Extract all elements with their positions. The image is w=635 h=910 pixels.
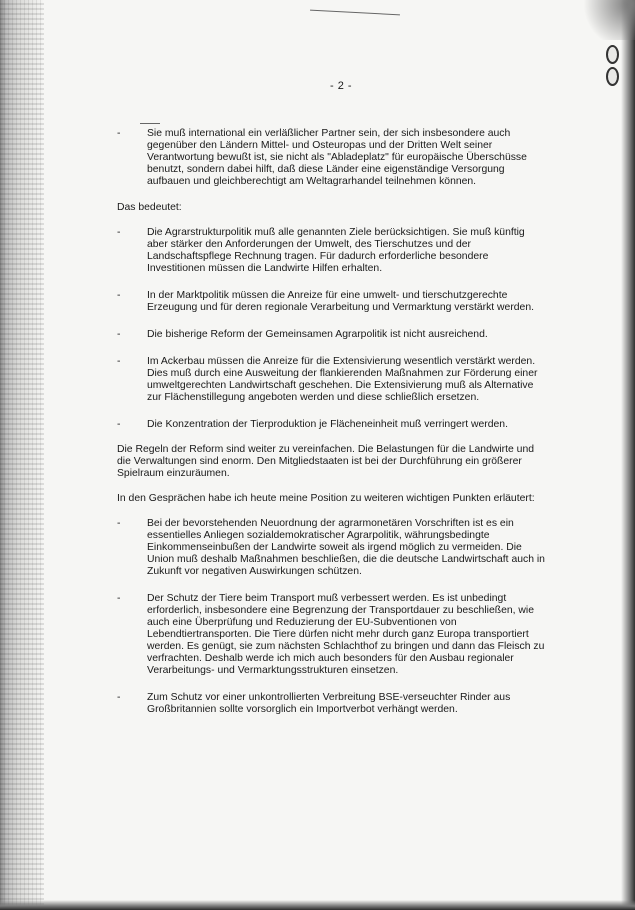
bullet-dash: - (117, 128, 121, 139)
bullet-text: Im Ackerbau müssen die Anreize für die Extensivierung wesentlich verstärkt werden. Dies muß durch eine Ausweitung der flankierenden Maßnahmen zur Förderung einer umweltgerechten Landwirtschaft geschehen. Die Extensivierung muß als Alternative zur Flächenstillegung angeboten werden und diese schließlich ersetzen. (147, 356, 538, 403)
bullet-text: Die bisherige Reform der Gemeinsamen Agrarpolitik ist nicht ausreichend. (147, 329, 488, 340)
bullet-item (117, 128, 545, 188)
scan-edge-left (0, 0, 44, 910)
bullet-item (117, 518, 545, 578)
bullet-item (117, 593, 545, 677)
scan-artifact-line (140, 123, 160, 124)
bullet-item (117, 692, 545, 716)
bullet-dash: - (117, 593, 121, 604)
bullet-text: Bei der bevorstehenden Neuordnung der agrarmonetären Vorschriften ist es ein essentielles Anliegen sozialdemokratischer Agrarpolitik, währungsbedingte Einkommenseinbußen der Landwirte soweit als irgend möglich zu vermeiden. Die Union muß deshalb Maßnahmen beschließen, die die deutsche Landwirtschaft auch in Zukunft vor negativen Auswirkungen schützen. (147, 518, 545, 577)
punch-hole-mark (606, 67, 619, 86)
scan-artifact-line (310, 10, 400, 16)
bullet-dash: - (117, 692, 121, 703)
bullet-text: Der Schutz der Tiere beim Transport muß verbessert werden. Es ist unbedingt erforderlich, insbesondere eine Begrenzung der Transportdauer zu beschließen, wie auch eine Überprüfung und Reduzierung der EU-Subventionen von Lebendtiertransporten. Die Tiere dürfen nicht mehr durch ganz Europa transportiert werden. Es genügt, sie zum nächsten Schlachthof zu bringen und dann das Fleisch zu verfrachten. Deshalb werde ich mich auch besonders für den Ausbau regionaler Verarbeitungs- und Vermarktungsstrukturen einsetzen. (147, 593, 545, 676)
bullet-dash: - (117, 518, 121, 529)
paragraph: Das bedeutet: (117, 202, 182, 213)
punch-hole-mark (606, 45, 619, 64)
document-body (117, 128, 545, 716)
bullet-dash: - (117, 290, 121, 301)
bullet-text: Sie muß international ein verläßlicher Partner sein, der sich insbesondere auch gegenüber den Ländern Mittel- und Osteuropas und der Dritten Welt seiner Verantwortung bewußt ist, sie nicht als "Abladeplatz" für europäische Überschüsse benutzt, sondern dabei hilft, daß diese Länder eine eigenständige Versorgung aufbauen und gleichberechtigt am Weltagrarhandel teilnehmen können. (147, 128, 527, 187)
scan-corner-smudge (575, 0, 635, 40)
bullet-text: Zum Schutz vor einer unkontrollierten Verbreitung BSE-verseuchter Rinder aus Großbritannien sollte vorsorglich ein Importverbot verhängt werden. (147, 692, 511, 715)
bullet-dash: - (117, 227, 121, 238)
bullet-item (117, 329, 545, 341)
bullet-text: Die Agrarstrukturpolitik muß alle genannten Ziele berücksichtigen. Sie muß künftig aber stärker den Anforderungen der Umwelt, des Tierschutzes und der Landschaftspflege Rechnung tragen. Für dadurch erforderliche besondere Investitionen müssen die Landwirte Hilfen erhalten. (147, 227, 525, 274)
scan-edge-right (621, 0, 635, 910)
bullet-text: Die Konzentration der Tierproduktion je Flächeneinheit muß verringert werden. (147, 419, 508, 430)
bullet-dash: - (117, 329, 121, 340)
bullet-item (117, 290, 545, 314)
paragraph: In den Gesprächen habe ich heute meine Position zu weiteren wichtigen Punkten erläutert: (117, 493, 535, 504)
bullet-item (117, 356, 545, 404)
scan-edge-bottom (0, 900, 635, 910)
bullet-item (117, 419, 545, 431)
paragraph: Die Regeln der Reform sind weiter zu vereinfachen. Die Belastungen für die Landwirte und die Verwaltungen sind enorm. Den Mitgliedstaaten ist bei der Durchführung ein größerer Spielraum einzuräumen. (117, 444, 535, 479)
page-number: - 2 - (330, 80, 353, 92)
bullet-dash: - (117, 419, 121, 430)
bullet-dash: - (117, 356, 121, 367)
bullet-text: In der Marktpolitik müssen die Anreize für eine umwelt- und tierschutzgerechte Erzeugung und für deren regionale Verarbeitung und Vermarktung verstärkt werden. (147, 290, 534, 313)
bullet-item (117, 227, 545, 275)
